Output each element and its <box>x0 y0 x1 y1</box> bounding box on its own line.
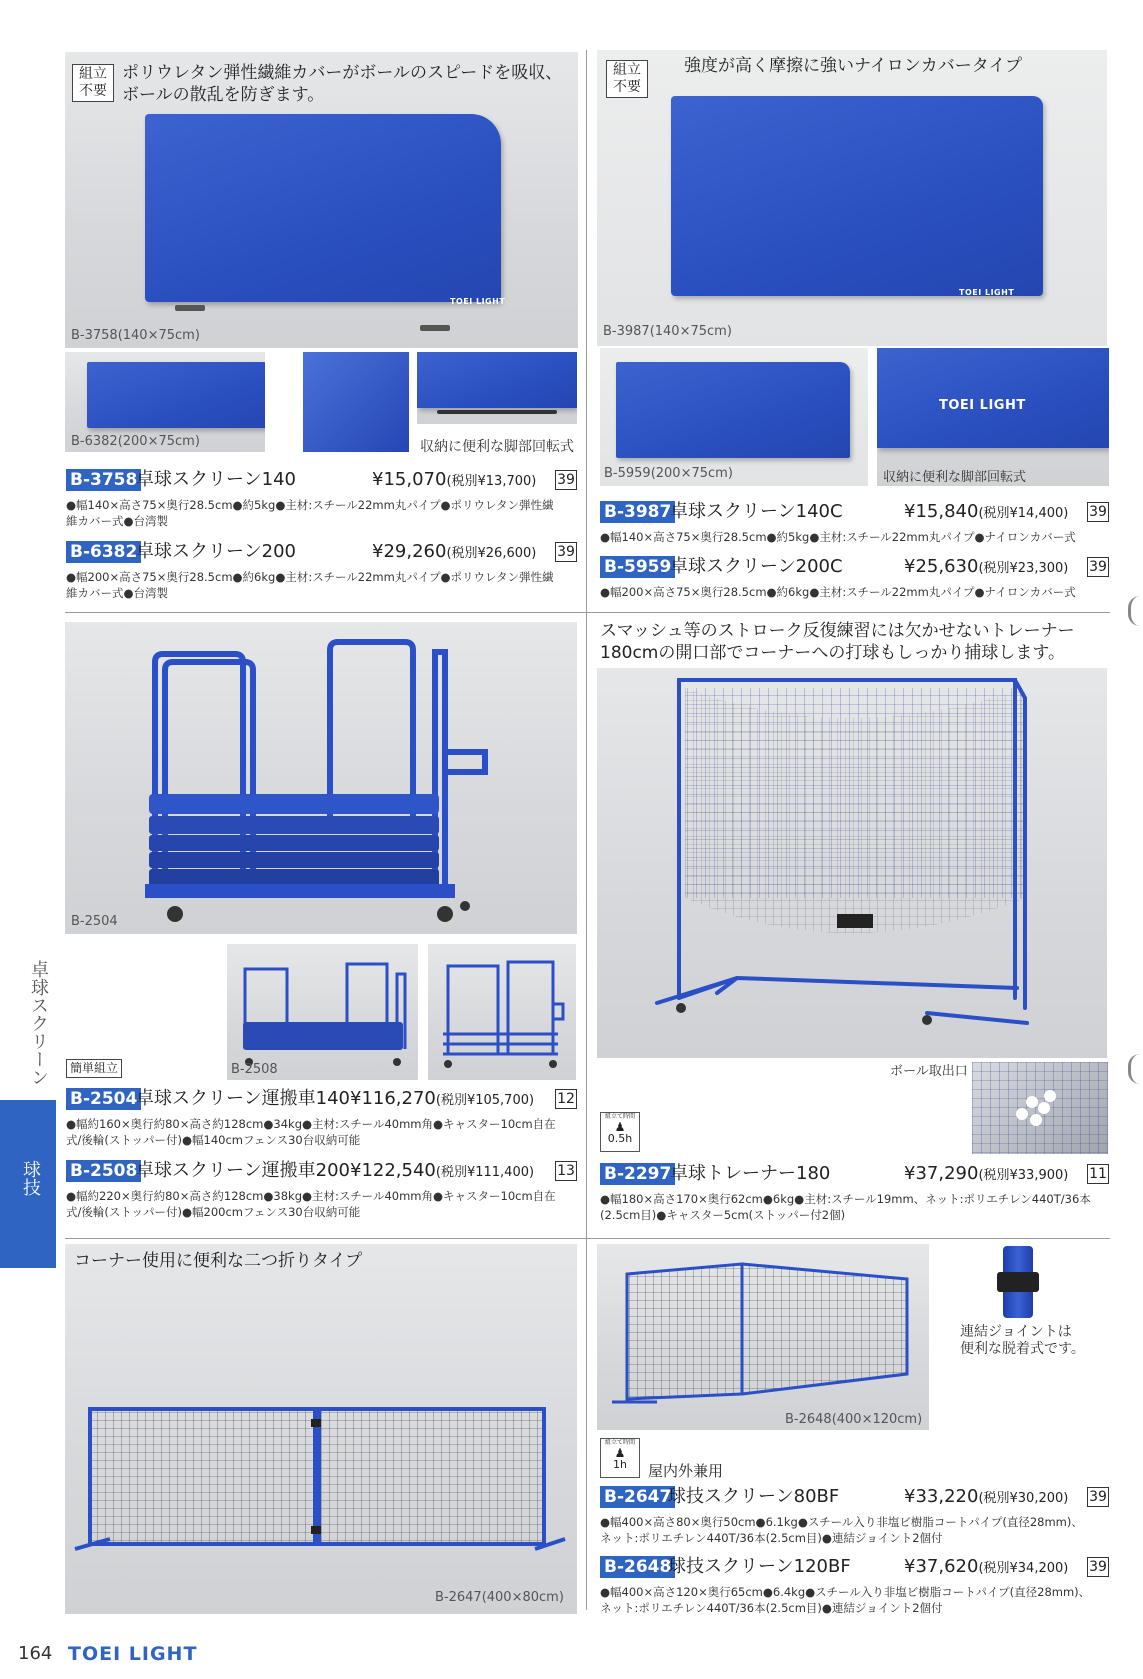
product-name: 卓球スクリーン140 <box>136 469 296 490</box>
screen-image <box>87 362 265 428</box>
product-name: 卓球スクリーン運搬車200 <box>136 1160 350 1181</box>
page-edge-tab <box>1128 596 1143 626</box>
side-category-label: 卓球スクリーン <box>28 960 49 1086</box>
ball-screen-illustration <box>597 1244 929 1430</box>
product-name: 球技スクリーン120BF <box>668 1556 851 1577</box>
product-price <box>372 541 536 565</box>
screen-image <box>145 114 501 302</box>
screen-image <box>671 96 1043 296</box>
product-photo-b5959 <box>600 348 868 486</box>
price-excl-tax: (税別¥105,700) <box>435 1093 535 1108</box>
cart-illustration <box>428 944 576 1080</box>
price-value: ¥37,290 <box>904 1163 979 1184</box>
product-photo-b2297 <box>597 668 1107 1058</box>
product-spec: ●幅140×高さ75×奥行28.5cm●約5kg●主材:スチール22mm丸パイプ●ポリウレタン弾性繊 維カバー式●台湾製 <box>66 498 554 528</box>
side-tab <box>0 1100 56 1268</box>
screen-brand-label: TOEI LIGHT <box>450 297 506 306</box>
catalog-page-ref: 12 <box>555 1089 577 1109</box>
product-spec: ●幅200×高さ75×奥行28.5cm●約6kg●主材:スチール22mm丸パイプ●ナイロンカバー式 <box>600 585 1076 599</box>
price-excl-tax: (税別¥34,200) <box>978 1561 1069 1576</box>
product-code: B-3758 <box>66 469 141 491</box>
product-name: 卓球スクリーン運搬車140 <box>136 1088 350 1109</box>
product-name: 卓球スクリーン200C <box>670 556 843 577</box>
product-code: B-6382 <box>66 541 141 563</box>
ball-outlet-illustration <box>972 1062 1108 1154</box>
catalog-page-ref: 39 <box>1087 557 1109 577</box>
product-photo-caption: B-6382(200×75cm) <box>71 434 200 449</box>
product-spec: ●幅400×高さ80×奥行50cm●6.1kg●スチール入り非塩ビ樹脂コートパイプ(直径28mm)、 ネット:ポリエチレン440T/36本(2.5cm目)●連結ジョイント2個付 <box>600 1515 1083 1545</box>
product-price <box>350 1088 534 1112</box>
product-spec: ●幅約220×奥行約80×高さ約128cm●38kg●主材:スチール40mm角●キャスター10cm自在 式/後輪(ストッパー付)●幅200cmフェンス30台収納可能 <box>66 1189 556 1219</box>
price-excl-tax: (税別¥14,400) <box>978 506 1069 521</box>
ball-screen-illustration <box>65 1244 577 1614</box>
product-name: 球技スクリーン80BF <box>668 1486 840 1507</box>
product-code: B-3987 <box>600 501 675 523</box>
product-spec: ●幅140×高さ75×奥行28.5cm●約5kg●主材:スチール22mm丸パイプ●ナイロンカバー式 <box>600 530 1076 544</box>
section-lead-text: スマッシュ等のストローク反復練習には欠かせないトレーナー 180cmの開口部でコーナーへの打球もしっかり捕球します。 <box>600 621 1075 663</box>
product-photo-caption: B-3987(140×75cm) <box>603 324 732 339</box>
price-excl-tax: (税別¥13,700) <box>446 474 537 489</box>
price-excl-tax: (税別¥111,400) <box>435 1165 535 1180</box>
assembly-time-icon <box>600 1112 640 1152</box>
product-price <box>904 1486 1068 1510</box>
cart-illustration <box>227 944 418 1080</box>
easy-assembly-badge: 簡単組立 <box>66 1059 122 1078</box>
catalog-page-ref: 39 <box>1087 502 1109 522</box>
section-lead-text: コーナー使用に便利な二つ折りタイプ <box>74 1251 363 1271</box>
product-spec: ●幅約160×奥行約80×高さ約128cm●34kg●主材:スチール40mm角●キャスター10cm自在 式/後輪(ストッパー付)●幅140cmフェンス30台収納可能 <box>66 1117 556 1147</box>
ball-outlet-photo <box>972 1062 1108 1154</box>
price-excl-tax: (税別¥30,200) <box>978 1491 1069 1506</box>
catalog-page-ref: 13 <box>555 1161 577 1181</box>
price-excl-tax: (税別¥33,900) <box>978 1168 1069 1183</box>
rotating-leg-caption: 収納に便利な脚部回転式 <box>883 470 1027 485</box>
catalog-page-ref: 39 <box>555 542 577 562</box>
product-code: B-5959 <box>600 556 675 578</box>
product-spec: ●幅400×高さ120×奥行65cm●6.4kg●スチール入り非塩ビ樹脂コートパイプ(直径28mm)、 ネット:ポリエチレン440T/36本(2.5cm目)●連結ジョイント2個付 <box>600 1585 1091 1615</box>
assembly-time-label: 組立て時間 <box>604 1113 635 1120</box>
product-price <box>372 469 536 493</box>
assembly-time-value: 1h <box>613 1458 627 1471</box>
product-name: 卓球スクリーン200 <box>136 541 296 562</box>
rotating-leg-caption: 収納に便利な脚部回転式 <box>420 439 574 455</box>
price-value: ¥122,540 <box>350 1160 436 1181</box>
price-excl-tax: (税別¥26,600) <box>446 546 537 561</box>
catalog-page-ref: 39 <box>555 470 577 490</box>
person-icon: ♟ <box>614 1446 626 1460</box>
price-value: ¥15,840 <box>904 501 979 522</box>
no-assembly-badge: 組立 不要 <box>606 60 648 98</box>
product-name: 卓球トレーナー180 <box>670 1163 831 1184</box>
product-photo-b3987 <box>597 50 1107 346</box>
screen-brand-label: TOEI LIGHT <box>939 398 1026 413</box>
price-value: ¥37,620 <box>904 1556 979 1577</box>
product-photo-caption: B-2647(400×80cm) <box>435 1590 564 1605</box>
row-divider-1 <box>65 612 1110 613</box>
product-spec: ●幅180×高さ170×奥行62cm●6kg●主材:スチール19mm、ネット:ポリエチレン440T/36本 (2.5cm目)●キャスター5cm(ストッパー付2個) <box>600 1192 1091 1222</box>
person-icon: ♟ <box>614 1120 626 1134</box>
section-lead-text: ポリウレタン弾性繊維カバーがボールのスピードを吸収、 ボールの散乱を防ぎます。 <box>122 63 563 105</box>
product-photo-caption: B-2648(400×120cm) <box>785 1412 923 1427</box>
price-excl-tax: (税別¥23,300) <box>978 561 1069 576</box>
price-value: ¥25,630 <box>904 556 979 577</box>
product-code: B-2297 <box>600 1163 675 1185</box>
product-spec: ●幅200×高さ75×奥行28.5cm●約6kg●主材:スチール22mm丸パイプ●ポリウレタン弾性繊 維カバー式●台湾製 <box>66 570 554 600</box>
catalog-page-ref: 11 <box>1087 1164 1109 1184</box>
product-price <box>904 556 1068 580</box>
catalog-page-ref: 39 <box>1087 1557 1109 1577</box>
product-photo-caption: B-2504 <box>71 914 118 929</box>
product-photo-b2508 <box>227 944 418 1080</box>
product-photo-b2504 <box>65 622 577 934</box>
no-assembly-badge: 組立 不要 <box>72 64 114 102</box>
brand-logo: TOEI LIGHT <box>68 1643 198 1665</box>
price-value: ¥29,260 <box>372 541 447 562</box>
folding-leg-photo <box>417 352 577 424</box>
column-divider <box>586 50 587 1610</box>
section-lead-text: 強度が高く摩擦に強いナイロンカバータイプ <box>684 56 1022 76</box>
screen-foot <box>437 410 557 414</box>
row-divider-2 <box>65 1238 1110 1239</box>
price-value: ¥116,270 <box>350 1088 436 1109</box>
product-price <box>350 1160 534 1184</box>
joint-strap <box>997 1272 1039 1292</box>
product-code: B-2508 <box>66 1160 141 1182</box>
product-code: B-2648 <box>600 1556 675 1578</box>
cover-closeup-photo <box>303 352 409 452</box>
page-number: 164 <box>18 1643 53 1664</box>
screen-brand-label: TOEI LIGHT <box>959 288 1015 297</box>
product-price <box>904 501 1068 525</box>
joint-icon <box>1003 1246 1033 1318</box>
product-photo-b2647 <box>65 1244 577 1614</box>
product-photo-caption: B-2508 <box>231 1062 278 1077</box>
product-price <box>904 1556 1068 1580</box>
price-value: ¥15,070 <box>372 469 447 490</box>
assembly-time-label: 組立て時間 <box>604 1439 635 1446</box>
joint-caption: 連結ジョイントは 便利な脱着式です。 <box>960 1324 1085 1357</box>
price-value: ¥33,220 <box>904 1486 979 1507</box>
side-tab-label: 球技 <box>20 1160 41 1196</box>
folding-leg-photo <box>877 348 1109 486</box>
assembly-time-value: 0.5h <box>607 1132 633 1145</box>
cart-illustration <box>65 622 577 934</box>
assembly-time-icon <box>600 1438 640 1478</box>
product-name: 卓球スクリーン140C <box>670 501 843 522</box>
trainer-illustration <box>597 668 1107 1058</box>
usage-label: 屋内外兼用 <box>648 1462 724 1480</box>
product-photo-b6382 <box>65 352 265 452</box>
screen-image <box>417 352 577 408</box>
product-code: B-2647 <box>600 1486 675 1508</box>
page-edge-tab <box>1128 1054 1143 1084</box>
catalog-page-ref: 39 <box>1087 1487 1109 1507</box>
product-photo-b2648 <box>597 1244 929 1430</box>
empty-cart-photo <box>428 944 576 1080</box>
product-photo-caption: B-3758(140×75cm) <box>71 328 200 343</box>
screen-image <box>616 362 850 458</box>
product-photo-caption: B-5959(200×75cm) <box>604 466 733 481</box>
product-code: B-2504 <box>66 1088 141 1110</box>
product-price <box>904 1163 1068 1187</box>
ball-outlet-caption: ボール取出口 <box>890 1064 968 1079</box>
screen-foot <box>420 325 450 331</box>
screen-foot <box>175 305 205 311</box>
